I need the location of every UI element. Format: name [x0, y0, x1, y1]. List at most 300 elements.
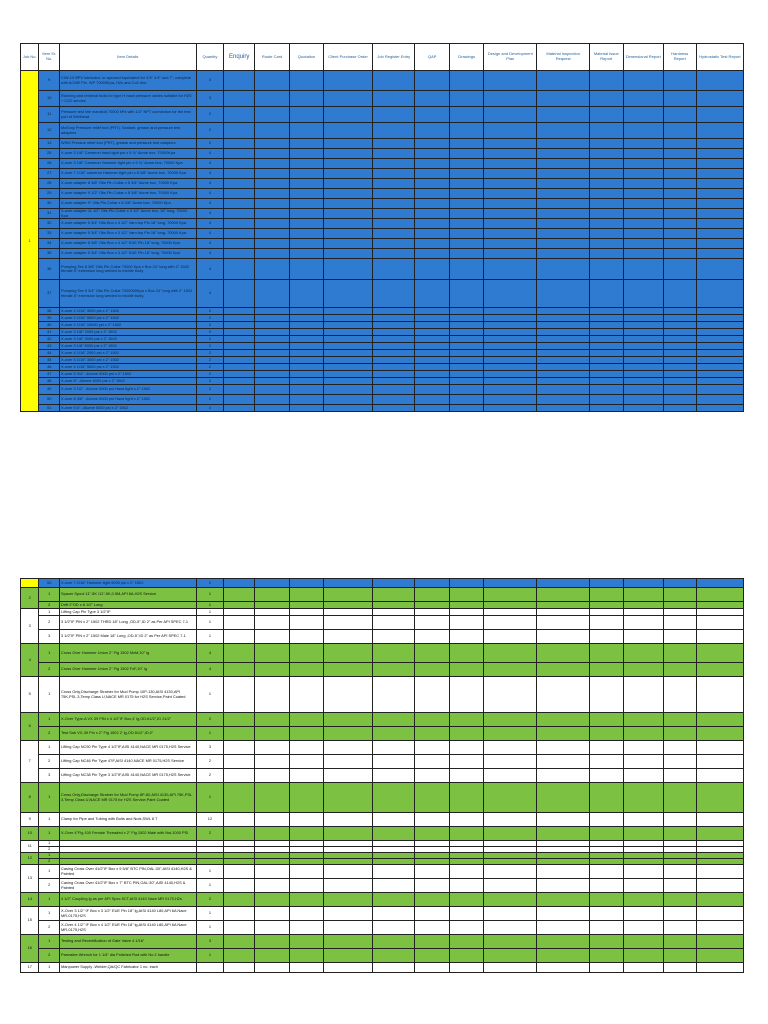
checklist-cell	[696, 229, 743, 239]
checklist-cell	[290, 91, 324, 107]
checklist-cell	[589, 727, 623, 741]
checklist-cell	[373, 91, 415, 107]
checklist-cell	[224, 963, 255, 973]
checklist-cell	[663, 609, 696, 616]
checklist-cell	[450, 827, 484, 841]
checklist-cell	[484, 229, 537, 239]
table-row	[21, 755, 744, 769]
checklist-cell	[663, 350, 696, 357]
checklist-cell	[450, 343, 484, 350]
item-sr-cell: 9	[39, 71, 60, 91]
quantity-cell: 2	[196, 827, 224, 841]
checklist-cell	[255, 357, 290, 364]
checklist-cell	[663, 755, 696, 769]
checklist-cell	[589, 602, 623, 609]
item-sr-cell: 38	[39, 308, 60, 315]
table-row	[21, 609, 744, 616]
item-details-cell: X-Over Type-A VX 39 PIN x 4 1/2"IF Box,4' lg,OD:61/2",ID 21/2"	[60, 713, 197, 727]
checklist-cell	[224, 209, 255, 219]
item-details-cell: X-over 3 1/2" -4Acme 5000 psi Hand tight x 2" 1502	[60, 385, 197, 395]
job-number-cell: 9	[21, 813, 39, 827]
checklist-cell	[484, 280, 537, 308]
item-details-cell: X-over adapter 8 3/8" Otis Pin Collar x 5 3/4" Acme box, 70000 Kpa	[60, 179, 197, 189]
checklist-cell	[696, 727, 743, 741]
checklist-cell	[323, 329, 372, 336]
checklist-cell	[255, 677, 290, 713]
job-number-cell: 12	[21, 853, 39, 865]
checklist-cell	[373, 616, 415, 630]
checklist-cell	[323, 769, 372, 783]
checklist-cell	[323, 879, 372, 893]
table-row	[21, 769, 744, 783]
item-sr-cell: 30	[39, 199, 60, 209]
checklist-cell	[373, 219, 415, 229]
quantity-cell: 2	[196, 378, 224, 385]
table-row	[21, 602, 744, 609]
table-row	[21, 350, 744, 357]
item-sr-cell: 39	[39, 315, 60, 322]
checklist-cell	[623, 199, 663, 209]
checklist-cell	[373, 329, 415, 336]
checklist-cell	[589, 239, 623, 249]
checklist-cell	[290, 239, 324, 249]
item-details-cell: X-over adapter 9" Otis Pin Collar x 8 3/8" Acme box, 70000 Kpa	[60, 199, 197, 209]
checklist-cell	[290, 169, 324, 179]
item-sr-cell: 1	[39, 588, 60, 602]
quantity-cell: 2	[196, 336, 224, 343]
checklist-cell	[323, 783, 372, 813]
checklist-cell	[589, 579, 623, 588]
item-details-cell: X-Over 4"Fig 100 Female Threaded x 2" Fig 1502 Male with Nut,1000 PSI	[60, 827, 197, 841]
checklist-cell	[224, 229, 255, 239]
checklist-cell	[255, 921, 290, 935]
checklist-cell	[663, 149, 696, 159]
column-header: Quantity	[196, 44, 224, 71]
checklist-cell	[255, 315, 290, 322]
checklist-cell	[323, 259, 372, 280]
item-sr-cell: 25	[39, 149, 60, 159]
checklist-cell	[537, 879, 589, 893]
checklist-cell	[224, 149, 255, 159]
checklist-cell	[623, 249, 663, 259]
quantity-cell: 4	[196, 209, 224, 219]
checklist-cell	[373, 405, 415, 412]
checklist-cell	[224, 371, 255, 378]
checklist-cell	[255, 395, 290, 405]
checklist-cell	[623, 949, 663, 963]
checklist-cell	[696, 827, 743, 841]
item-sr-cell: 49	[39, 385, 60, 395]
table-row	[21, 169, 744, 179]
checklist-cell	[537, 769, 589, 783]
item-details-cell: X-over adapter 5 3/4" Otis Box x 3 1/2" Vam top Pin 18" long, 70000 Kpa	[60, 229, 197, 239]
checklist-cell	[696, 879, 743, 893]
checklist-cell	[323, 935, 372, 949]
checklist-cell	[537, 935, 589, 949]
checklist-cell	[696, 813, 743, 827]
checklist-cell	[224, 630, 255, 644]
checklist-cell	[224, 741, 255, 755]
item-sr-cell: 2	[39, 847, 60, 853]
item-details-cell: 3 1/2"IF PIN x 2" 1502 THRD 18" Long ,OD-5",ID 2" as Per API SPEC 7-1	[60, 616, 197, 630]
checklist-cell	[373, 713, 415, 727]
checklist-cell	[589, 343, 623, 350]
checklist-cell	[623, 350, 663, 357]
checklist-cell	[255, 280, 290, 308]
item-details-cell: X-over 2 1/16" 3000 psi x 2" 1502	[60, 308, 197, 315]
quantity-cell: 2	[196, 364, 224, 371]
checklist-cell	[255, 879, 290, 893]
table-row	[21, 259, 744, 280]
item-details-cell: Lifting Cap Pin Type 3 1/2"IF	[60, 609, 197, 616]
checklist-cell	[373, 727, 415, 741]
checklist-cell	[224, 865, 255, 879]
item-details-cell: X-over 3 1/8" 2000 psi x 2" 1502	[60, 329, 197, 336]
checklist-cell	[415, 741, 450, 755]
column-header: Item Sr. No.	[39, 44, 60, 71]
item-details-cell: X-over 2 1/16" 5000 psi x 2" 1502	[60, 315, 197, 322]
checklist-cell	[663, 677, 696, 713]
checklist-cell	[537, 755, 589, 769]
checklist-cell	[663, 630, 696, 644]
checklist-table-bottom	[20, 578, 744, 973]
checklist-cell	[589, 322, 623, 329]
checklist-cell	[224, 893, 255, 907]
checklist-cell	[323, 322, 372, 329]
checklist-cell	[537, 963, 589, 973]
checklist-cell	[373, 769, 415, 783]
checklist-cell	[589, 907, 623, 921]
checklist-cell	[696, 259, 743, 280]
checklist-cell	[450, 336, 484, 343]
checklist-cell	[589, 71, 623, 91]
checklist-cell	[415, 209, 450, 219]
checklist-cell	[255, 350, 290, 357]
checklist-cell	[323, 71, 372, 91]
checklist-cell	[484, 364, 537, 371]
checklist-cell	[484, 713, 537, 727]
item-sr-cell: 40	[39, 322, 60, 329]
job-number-cell: 14	[21, 893, 39, 907]
checklist-cell	[323, 280, 372, 308]
checklist-cell	[373, 644, 415, 663]
checklist-cell	[537, 609, 589, 616]
checklist-cell	[663, 249, 696, 259]
item-details-cell: X-over 4 1/16" 2000 psi x 2" 1502	[60, 350, 197, 357]
quantity-cell: 1	[196, 616, 224, 630]
quantity-cell: 4	[196, 663, 224, 677]
checklist-cell	[537, 249, 589, 259]
job-number-cell: 2	[21, 588, 39, 609]
item-sr-cell: 1	[39, 907, 60, 921]
checklist-cell	[450, 107, 484, 123]
checklist-cell	[589, 644, 623, 663]
checklist-cell	[290, 107, 324, 123]
item-sr-cell: 1	[39, 644, 60, 663]
checklist-cell	[323, 209, 372, 219]
checklist-cell	[290, 813, 324, 827]
column-header: Job Register Entry	[373, 44, 415, 71]
item-details-cell: Cross Only,Discharge Strainer for Mud Pump 8P-80,AISI 4130,API 75K,PSL 3,Temp Class U,NACE MR 0175 for H2S Service,Paint Coated	[60, 783, 197, 813]
checklist-cell	[415, 107, 450, 123]
checklist-cell	[663, 378, 696, 385]
column-header: Enquiry	[224, 44, 255, 71]
checklist-cell	[663, 644, 696, 663]
table-row	[21, 219, 744, 229]
item-details-cell: X-over 9.5" -4Acme 5000 psi x 2" 1502	[60, 405, 197, 412]
checklist-cell	[663, 209, 696, 219]
checklist-cell	[484, 219, 537, 229]
checklist-cell	[663, 329, 696, 336]
checklist-cell	[589, 385, 623, 395]
checklist-cell	[450, 741, 484, 755]
checklist-cell	[537, 893, 589, 907]
checklist-cell	[663, 879, 696, 893]
checklist-cell	[323, 813, 372, 827]
item-details-cell: Lifting Cap NC46 Pin Type 4"IF,AISI 4140,NACE MR 0175,H2S Service	[60, 755, 197, 769]
checklist-cell	[484, 159, 537, 169]
checklist-cell	[589, 199, 623, 209]
table-row	[21, 893, 744, 907]
item-details-cell: Pumping Tee 5 3/4" Otis Pin Collar 7000000Kpa x Box 24" long with 2" 1502 female 5" extension long welded to middle body.	[60, 280, 197, 308]
checklist-cell	[415, 239, 450, 249]
checklist-cell	[663, 893, 696, 907]
checklist-cell	[484, 827, 537, 841]
quantity-cell: 2	[196, 322, 224, 329]
checklist-cell	[224, 249, 255, 259]
column-header: Dimensional Report	[623, 44, 663, 71]
checklist-cell	[415, 755, 450, 769]
checklist-cell	[450, 371, 484, 378]
checklist-cell	[537, 907, 589, 921]
job-number-cell: 7	[21, 741, 39, 783]
checklist-cell	[373, 315, 415, 322]
job-number-cell: 17	[21, 963, 39, 973]
checklist-cell	[537, 827, 589, 841]
quantity-cell: 3	[196, 71, 224, 91]
checklist-cell	[373, 357, 415, 364]
checklist-cell	[373, 71, 415, 91]
quantity-cell: 1	[196, 588, 224, 602]
item-details-cell: McEvoy Pressure relief tool (PRT), Sealant, grease and pressure test adaptors	[60, 123, 197, 139]
item-details-cell: X-over 3 1/8" 3000 psi x 2" 1502	[60, 336, 197, 343]
quantity-cell: 4	[196, 189, 224, 199]
checklist-cell	[484, 371, 537, 378]
checklist-cell	[373, 149, 415, 159]
checklist-cell	[696, 159, 743, 169]
item-sr-cell: 10	[39, 91, 60, 107]
checklist-cell	[589, 588, 623, 602]
checklist-cell	[484, 935, 537, 949]
checklist-cell	[623, 609, 663, 616]
table-row	[21, 727, 744, 741]
checklist-cell	[537, 378, 589, 385]
checklist-cell	[224, 357, 255, 364]
quantity-cell: 1	[196, 907, 224, 921]
checklist-cell	[696, 769, 743, 783]
checklist-cell	[537, 336, 589, 343]
checklist-cell	[663, 219, 696, 229]
checklist-cell	[373, 813, 415, 827]
checklist-cell	[663, 371, 696, 378]
item-details-cell: Manpower Supply -Welder,QA/QC Fabricator 1 no. each	[60, 963, 197, 973]
checklist-cell	[450, 630, 484, 644]
checklist-cell	[323, 677, 372, 713]
checklist-cell	[623, 239, 663, 249]
checklist-cell	[589, 364, 623, 371]
checklist-cell	[373, 741, 415, 755]
checklist-cell	[484, 308, 537, 315]
checklist-cell	[290, 308, 324, 315]
checklist-cell	[373, 229, 415, 239]
quantity-cell: 2	[196, 357, 224, 364]
checklist-cell	[290, 644, 324, 663]
quantity-cell: 2	[196, 893, 224, 907]
item-details-cell: X-over 5 3/4" -4Acme 5000 psi x 2" 1502	[60, 371, 197, 378]
checklist-cell	[663, 123, 696, 139]
checklist-cell	[537, 159, 589, 169]
checklist-table-top	[20, 43, 744, 412]
checklist-cell	[537, 179, 589, 189]
checklist-cell	[484, 169, 537, 179]
checklist-cell	[255, 336, 290, 343]
checklist-cell	[323, 395, 372, 405]
checklist-cell	[589, 769, 623, 783]
checklist-cell	[537, 921, 589, 935]
checklist-cell	[663, 91, 696, 107]
column-header: Material Issue Report	[589, 44, 623, 71]
checklist-cell	[415, 921, 450, 935]
checklist-cell	[323, 315, 372, 322]
checklist-cell	[290, 350, 324, 357]
checklist-cell	[415, 364, 450, 371]
checklist-cell	[323, 907, 372, 921]
checklist-cell	[663, 199, 696, 209]
checklist-cell	[537, 677, 589, 713]
checklist-cell	[663, 713, 696, 727]
checklist-cell	[696, 199, 743, 209]
checklist-cell	[224, 644, 255, 663]
checklist-cell	[537, 280, 589, 308]
checklist-cell	[484, 616, 537, 630]
item-sr-cell: 1	[39, 813, 60, 827]
checklist-cell	[255, 893, 290, 907]
checklist-cell	[623, 159, 663, 169]
checklist-cell	[537, 741, 589, 755]
checklist-cell	[450, 159, 484, 169]
checklist-cell	[373, 343, 415, 350]
checklist-cell	[450, 963, 484, 973]
checklist-cell	[255, 907, 290, 921]
checklist-cell	[290, 602, 324, 609]
checklist-cell	[373, 189, 415, 199]
checklist-cell	[224, 783, 255, 813]
checklist-cell	[450, 315, 484, 322]
checklist-cell	[696, 249, 743, 259]
checklist-cell	[537, 630, 589, 644]
checklist-cell	[224, 239, 255, 249]
checklist-cell	[589, 308, 623, 315]
checklist-cell	[484, 588, 537, 602]
quantity-cell: 12	[196, 813, 224, 827]
checklist-cell	[696, 71, 743, 91]
quantity-cell: 1	[196, 949, 224, 963]
checklist-cell	[450, 579, 484, 588]
quantity-cell: 4	[196, 229, 224, 239]
column-header: Design and Development Plan	[484, 44, 537, 71]
checklist-cell	[696, 907, 743, 921]
checklist-cell	[415, 949, 450, 963]
checklist-cell	[484, 179, 537, 189]
checklist-cell	[290, 229, 324, 239]
item-details-cell: 3 1/2"IF PIN x 2" 1502 Male 18" Long ,OD-5",ID 2" as Per API SPEC 7-1	[60, 630, 197, 644]
checklist-cell	[255, 209, 290, 219]
checklist-cell	[484, 963, 537, 973]
checklist-cell	[415, 405, 450, 412]
checklist-cell	[224, 378, 255, 385]
item-sr-cell: 46	[39, 364, 60, 371]
checklist-cell	[696, 378, 743, 385]
checklist-cell	[589, 616, 623, 630]
checklist-cell	[450, 169, 484, 179]
checklist-cell	[323, 579, 372, 588]
quantity-cell: 4	[196, 159, 224, 169]
checklist-cell	[537, 616, 589, 630]
checklist-cell	[484, 91, 537, 107]
checklist-cell	[224, 755, 255, 769]
item-details-cell: X-over 3 1/8" Cameron hand tight pin x 5 ¾" Acme box, 70000Kpa	[60, 149, 197, 159]
checklist-cell	[484, 879, 537, 893]
checklist-cell	[484, 755, 537, 769]
checklist-cell	[696, 921, 743, 935]
checklist-cell	[290, 879, 324, 893]
checklist-cell	[224, 769, 255, 783]
checklist-cell	[415, 371, 450, 378]
checklist-cell	[415, 588, 450, 602]
checklist-cell	[663, 336, 696, 343]
checklist-cell	[589, 219, 623, 229]
checklist-cell	[323, 219, 372, 229]
checklist-cell	[696, 308, 743, 315]
quantity-cell: 2	[196, 769, 224, 783]
checklist-cell	[589, 879, 623, 893]
checklist-cell	[323, 199, 372, 209]
checklist-cell	[290, 209, 324, 219]
checklist-cell	[255, 322, 290, 329]
checklist-cell	[255, 159, 290, 169]
checklist-cell	[255, 343, 290, 350]
checklist-cell	[623, 879, 663, 893]
checklist-cell	[696, 893, 743, 907]
checklist-cell	[623, 783, 663, 813]
job-number-cell: 6	[21, 713, 39, 741]
checklist-cell	[484, 741, 537, 755]
checklist-cell	[484, 677, 537, 713]
checklist-cell	[415, 935, 450, 949]
table-row	[21, 199, 744, 209]
checklist-cell	[696, 677, 743, 713]
table-row	[21, 741, 744, 755]
table-row	[21, 616, 744, 630]
checklist-cell	[224, 329, 255, 336]
checklist-cell	[484, 907, 537, 921]
quantity-cell	[196, 963, 224, 973]
checklist-cell	[663, 663, 696, 677]
checklist-cell	[589, 713, 623, 727]
checklist-cell	[450, 713, 484, 727]
quantity-cell: 2	[196, 579, 224, 588]
quantity-cell: 2	[196, 308, 224, 315]
